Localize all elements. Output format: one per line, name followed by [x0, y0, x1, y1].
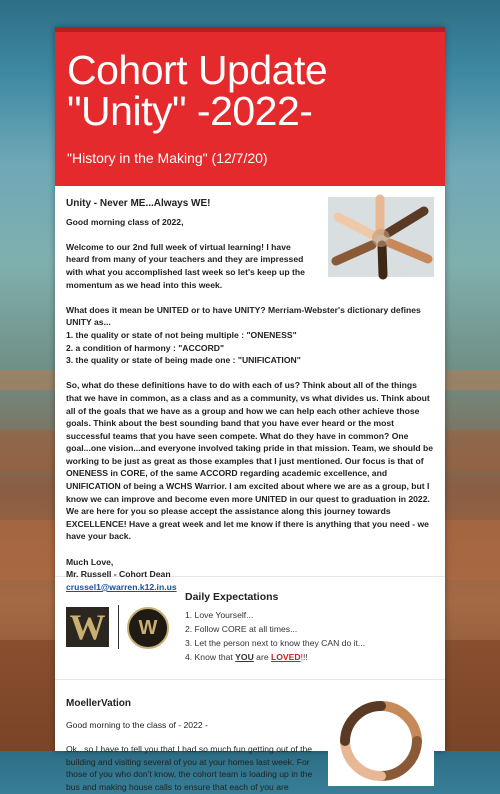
unity-heading: Unity - Never ME...Always WE!: [66, 198, 211, 209]
newsletter-header: [55, 27, 445, 186]
expectation-text: !!!: [300, 651, 308, 662]
expectation-item: [185, 650, 435, 664]
page-title: Cohort Update "Unity" -2022-: [67, 47, 328, 134]
definition-3: 3. the quality or state of being made one : "UNIFICATION": [66, 355, 301, 366]
expectations-list: [185, 608, 435, 664]
page-subtitle: "History in the Making" (12/7/20): [67, 150, 268, 166]
email-link[interactable]: crussel1@warren.k12.in.us: [66, 581, 177, 592]
expectation-item: 3. Let the person next to know they CAN do it...: [185, 637, 366, 648]
expectation-text: 4. Know that: [185, 651, 236, 662]
expectations-heading: Daily Expectations: [185, 591, 279, 603]
hands-circle-photo: [328, 197, 434, 277]
expectation-item: 2. Follow CORE at all times...: [185, 623, 298, 634]
logo-divider: [118, 605, 119, 649]
expectations-section: [55, 577, 445, 679]
definition-1: 1. the quality or state of not being multiple : "ONENESS": [66, 329, 297, 340]
unity-paragraph-3: So, what do these definitions have to do with each of us? Think about all of the things that we have in common, as a class and as a community, vs what divides us. Think about all of the goals that we have as a group and how we can help each other achieve those goals. Think about the best sounding band that you have ever heard or the most successful teams that you have seen compete. What do they have in common? One goal...one vision...and everyone involved taking pride in that mission. Team, we should be working to be just as great as those examples that I just mentioned. Our focus is that of ONENESS in CORE, of the same ACCORD regarding academic excellence, and UNIFICATION of being a WCHS Warrior. I am excited about where we are as a group, but I know we can improve and become even more UNITED in our quest to graduation in 2022. We are here for you so please accept the assistance along this journey towards EXCELLENCE! Have a great week and let me know if there is anything that you need - we have your back.: [66, 380, 434, 542]
expectation-text: are: [253, 651, 271, 662]
unity-paragraph-2: What does it mean be UNITED or to have UNITY? Merriam-Webster's dictionary defines UNITY as...: [66, 304, 421, 328]
unity-section: [55, 186, 445, 592]
moellervation-paragraph-1: Ok...so I have to tell you that I had so much fun getting out of the building and visiting several of you at your homes last week. For those of you who don't know, the cohort team is loading up in the bus and making house calls to ensure that each of you are: [66, 744, 313, 792]
warriors-w-logo: W: [66, 607, 109, 647]
closing: Much Love,: [66, 556, 114, 567]
unity-paragraph-1: Welcome to our 2nd full week of virtual learning! I have heard from many of your teachers and they are impressed with what you accomplished last week so let's keep up the momentum as we head into this week.: [66, 241, 305, 290]
definition-2: 2. a condition of harmony : "ACCORD": [66, 342, 225, 353]
loved-emphasis: LOVED: [271, 651, 301, 662]
moellervation-section: [55, 679, 445, 794]
moellervation-greeting: Good morning to the class of - 2022 -: [66, 719, 208, 730]
you-emphasis: YOU: [235, 651, 254, 662]
newsletter-card: [55, 27, 445, 792]
hands-ring-photo: [328, 696, 434, 786]
expectation-item: 1. Love Yourself...: [185, 609, 254, 620]
signature: Mr. Russell - Cohort Dean: [66, 569, 171, 580]
school-seal-logo: W: [127, 607, 169, 649]
unity-greeting: Good morning class of 2022,: [66, 216, 184, 227]
daily-expectations: [185, 591, 435, 664]
moellervation-heading: MoellerVation: [66, 698, 132, 709]
